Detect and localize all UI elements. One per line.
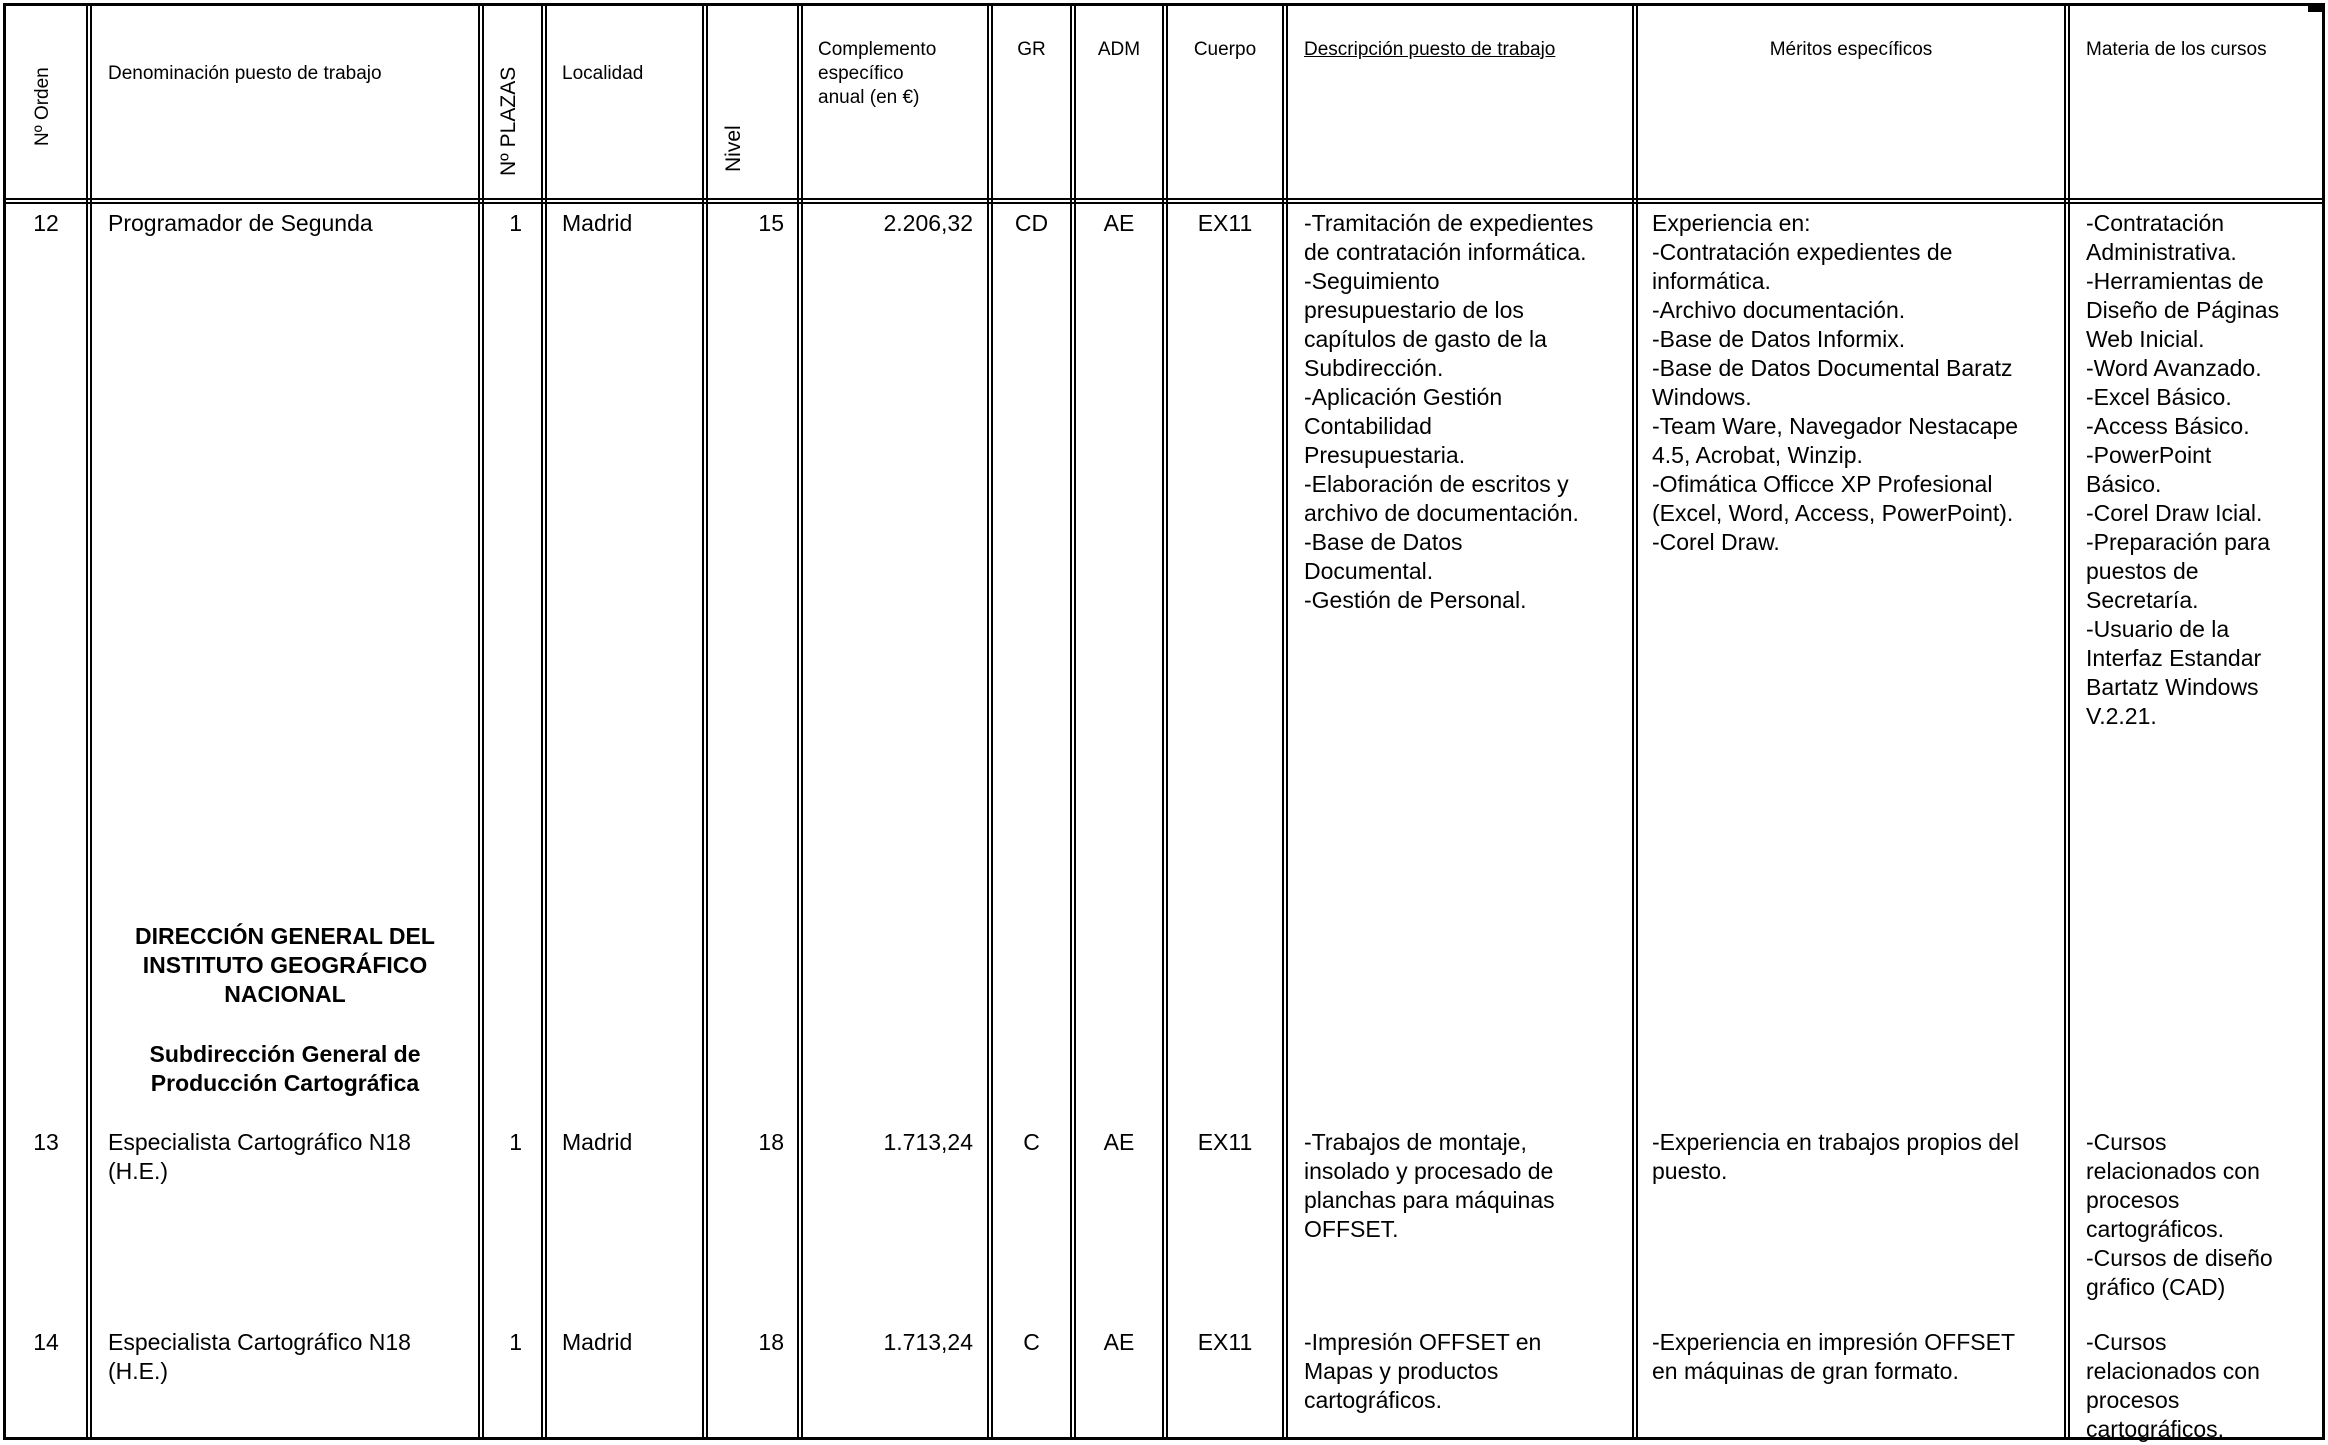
row-nivel: 18 [758, 1129, 784, 1155]
row-adm: AE [1103, 1329, 1135, 1355]
row-meritos: Experiencia en: -Contratación expedientes de informática. -Archivo documentación. -Base de Datos Informix. -Base de Datos Documental Baratz Windows. -Team Ware, Navegador Nestacape 4.5, Acrobat, Winzip. -Ofimática Officce XP Profesional (Excel, Word, Access, PowerPoint). -Corel Draw. [1652, 210, 2019, 555]
column-divider [86, 6, 92, 1437]
row-materia: -Cursos relacionados con procesos cartográficos. -Cursos de diseño gráfico (CAD) [2086, 1129, 2273, 1300]
row-denominacion: Programador de Segunda [108, 210, 373, 236]
header-localidad: Localidad [562, 63, 644, 84]
row-adm: AE [1103, 1129, 1135, 1155]
row-adm: AE [1103, 210, 1135, 236]
positions-table [3, 3, 2325, 1440]
corner-mark [2308, 6, 2322, 12]
row-denominacion: Especialista Cartográfico N18 (H.E.) [108, 1329, 411, 1384]
row-descripcion: -Trabajos de montaje, insolado y procesado de planchas para máquinas OFFSET. [1304, 1129, 1555, 1242]
column-divider [702, 6, 708, 1437]
row-plazas: 1 [509, 210, 522, 236]
row-descripcion: -Tramitación de expedientes de contratación informática. -Seguimiento presupuestario de los capítulos de gasto de la Subdirección. -Aplicación Gestión Contabilidad Presupuestaria. -Elaboración de escritos y archivo de documentación. -Base de Datos Documental. -Gestión de Personal. [1304, 210, 1594, 613]
column-divider [797, 6, 803, 1437]
row-meritos: -Experiencia en trabajos propios del puesto. [1652, 1129, 2019, 1184]
row-localidad: Madrid [562, 1329, 633, 1355]
row-gr: CD [1014, 210, 1049, 236]
column-divider [541, 6, 547, 1437]
header-gr: GR [1017, 39, 1046, 60]
row-plazas: 1 [509, 1129, 522, 1155]
row-materia: -Contratación Administrativa. -Herramientas de Diseño de Páginas Web Inicial. -Word Avanzado. -Excel Básico. -Access Básico. -PowerPoint Básico. -Corel Draw Icial. -Preparación para puestos de Secretaría. -Usuario de la Interfaz Estandar Bartatz Windows V.2.21. [2086, 210, 2280, 729]
header-adm: ADM [1097, 39, 1141, 60]
column-divider [2064, 6, 2070, 1437]
row-localidad: Madrid [562, 210, 633, 236]
row-localidad: Madrid [562, 1129, 633, 1155]
header-denominacion: Denominación puesto de trabajo [108, 63, 382, 84]
row-cuerpo: EX11 [1197, 210, 1253, 236]
header-meritos: Méritos específicos [1769, 39, 1933, 60]
column-divider [478, 6, 484, 1437]
header-plazas: Nº PLAZAS [497, 66, 520, 176]
column-divider [1632, 6, 1638, 1437]
row-nivel: 15 [758, 210, 784, 236]
header-orden: Nº Orden [32, 67, 53, 146]
row-gr: C [1023, 1129, 1040, 1155]
header-nivel: Nivel [722, 125, 745, 172]
row-gr: C [1023, 1329, 1040, 1355]
row-descripcion: -Impresión OFFSET en Mapas y productos cartográficos. [1304, 1329, 1542, 1413]
header-descripcion: Descripción puesto de trabajo [1304, 39, 1556, 60]
section-direccion: DIRECCIÓN GENERAL DEL INSTITUTO GEOGRÁFICO NACIONAL [135, 923, 435, 1007]
header-divider [6, 198, 2322, 204]
row-nivel: 18 [758, 1329, 784, 1355]
header-cuerpo: Cuerpo [1193, 39, 1257, 60]
row-materia: -Cursos relacionados con procesos cartográficos. [2086, 1329, 2260, 1442]
row-complemento: 2.206,32 [883, 210, 973, 236]
row-cuerpo: EX11 [1197, 1129, 1253, 1155]
row-orden: 13 [33, 1129, 59, 1155]
row-cuerpo: EX11 [1197, 1329, 1253, 1355]
row-orden: 12 [33, 210, 59, 236]
row-complemento: 1.713,24 [883, 1129, 973, 1155]
row-complemento: 1.713,24 [883, 1329, 973, 1355]
row-denominacion: Especialista Cartográfico N18 (H.E.) [108, 1129, 411, 1184]
section-subdireccion: Subdirección General de Producción Cartográfica [149, 1041, 421, 1096]
row-plazas: 1 [509, 1329, 522, 1355]
header-materia: Materia de los cursos [2086, 39, 2267, 60]
row-orden: 14 [33, 1329, 59, 1355]
row-meritos: -Experiencia en impresión OFFSET en máquinas de gran formato. [1652, 1329, 2016, 1384]
header-complemento: Complemento específico anual (en €) [818, 39, 937, 108]
column-divider [1282, 6, 1288, 1437]
